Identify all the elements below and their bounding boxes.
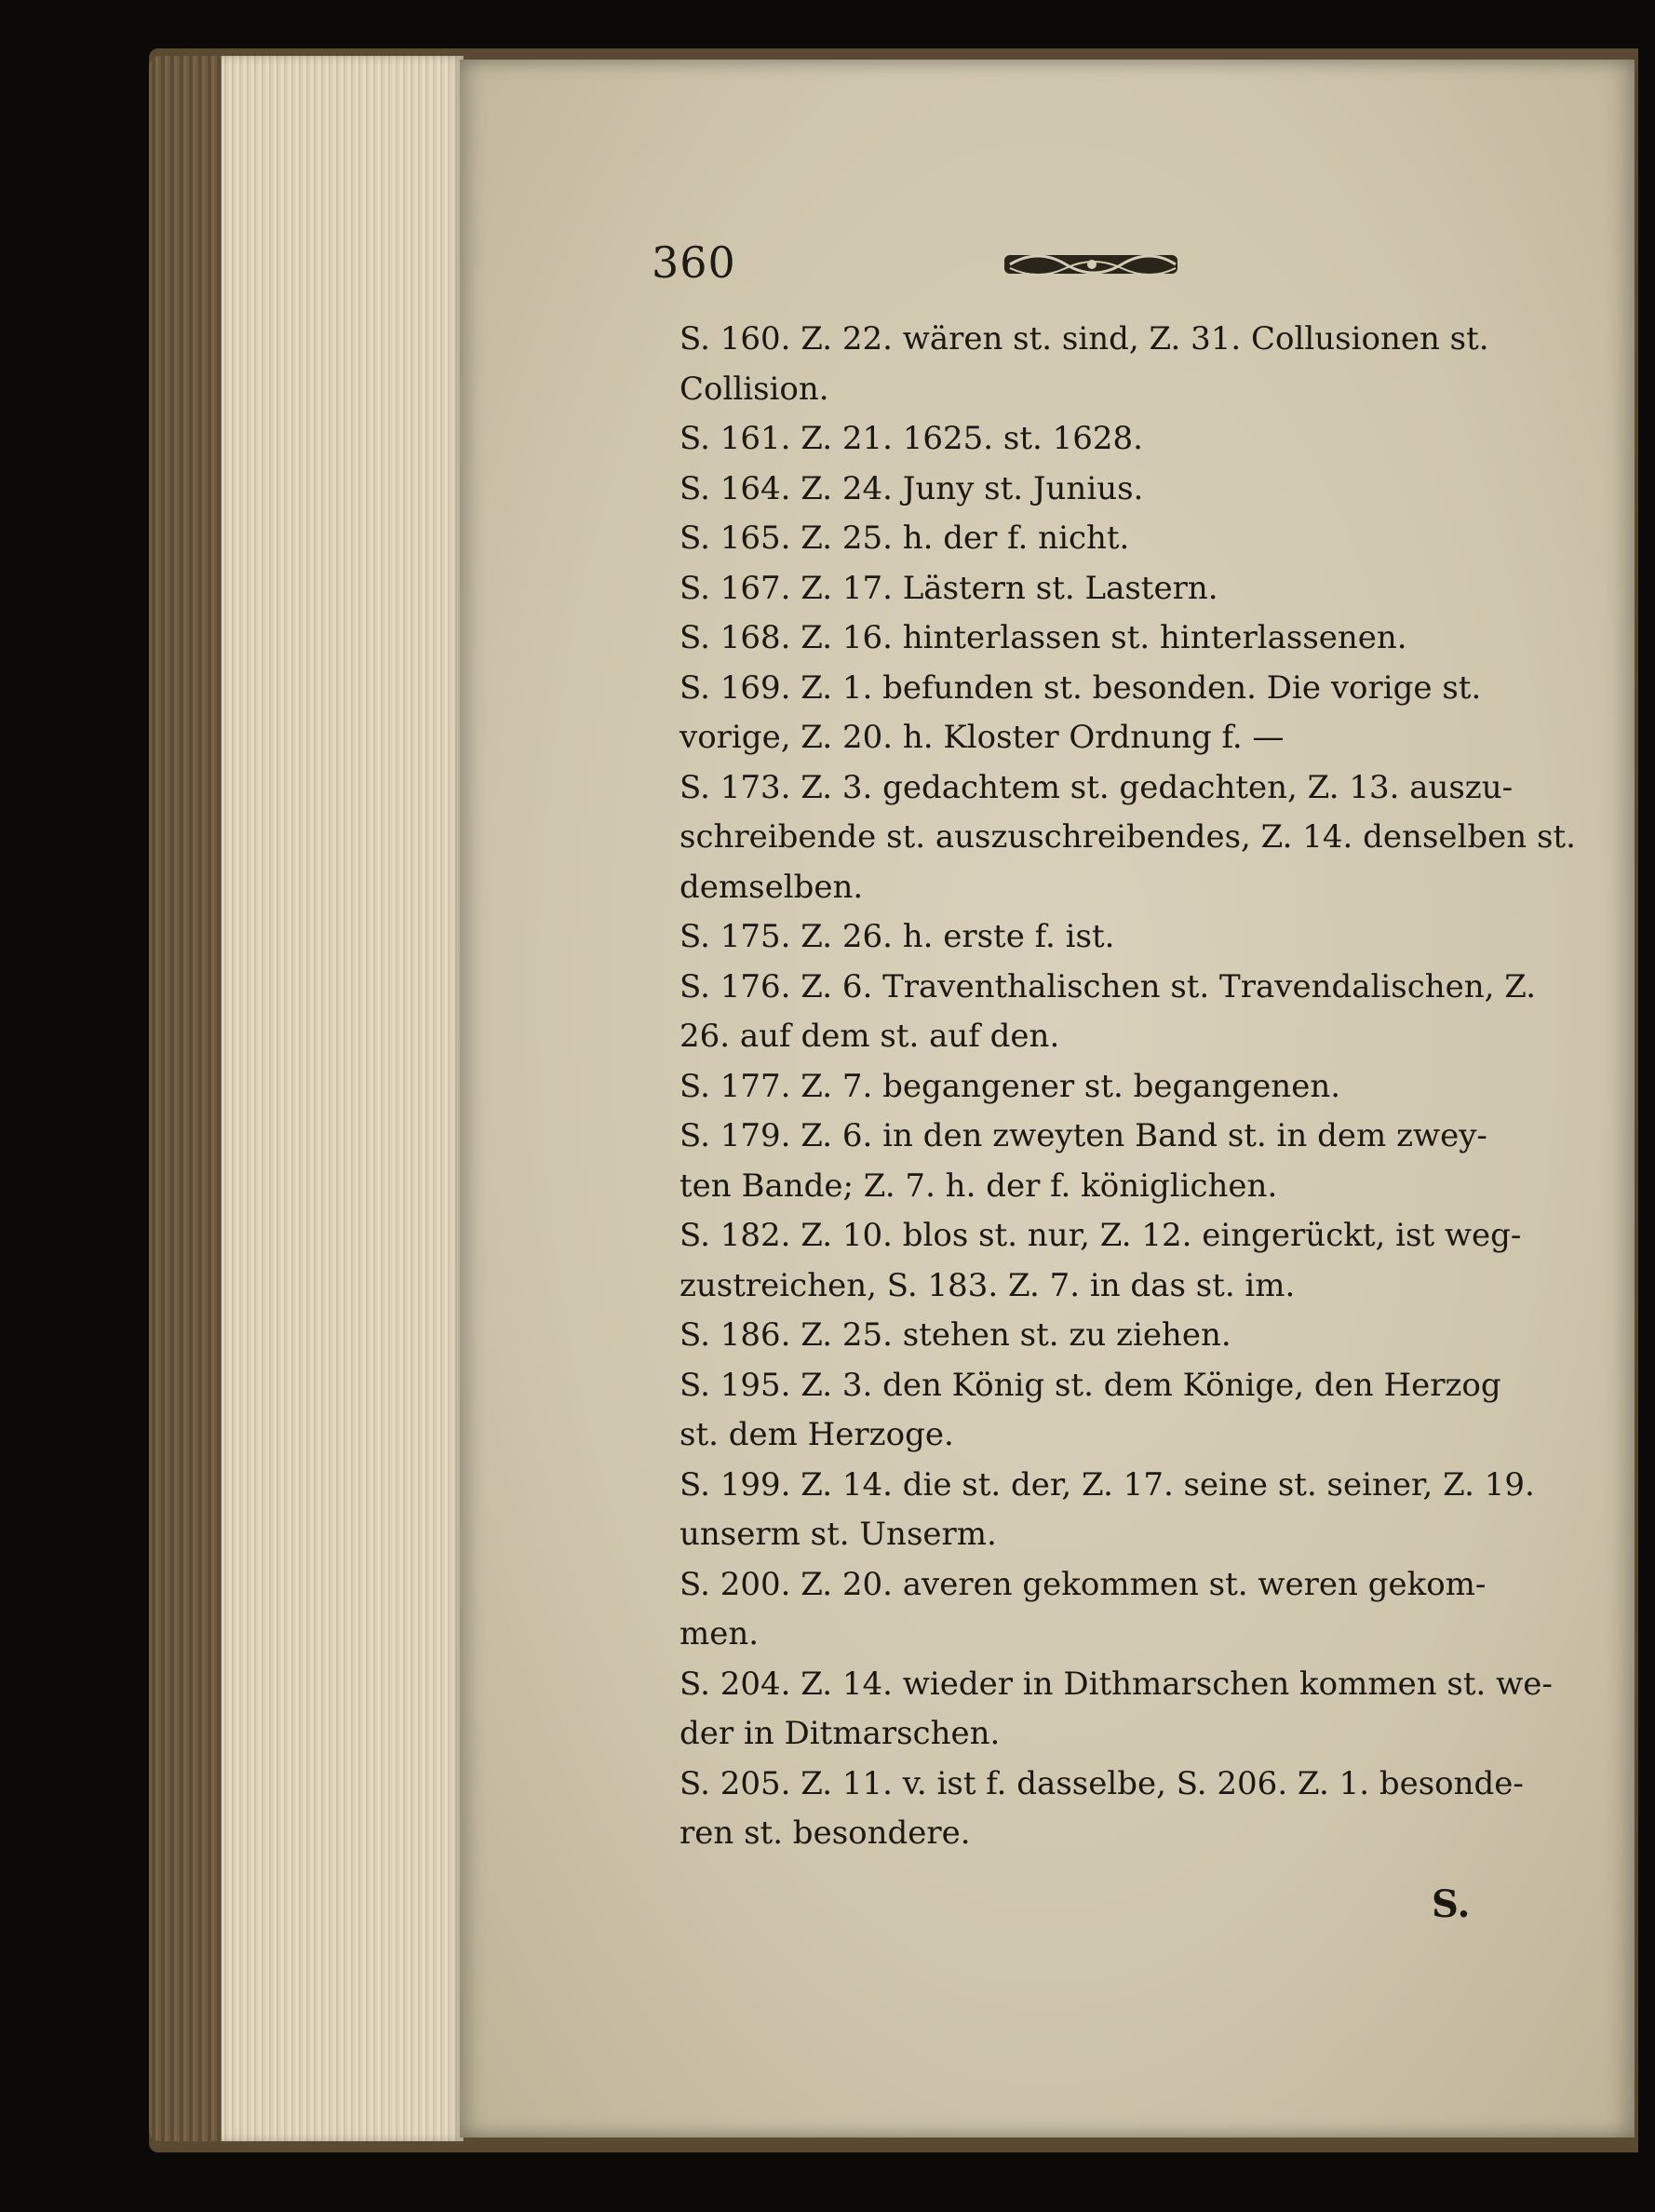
errata-line: S. 176. Z. 6. Traventhalischen st. Travendalischen, Z. <box>679 967 1537 1005</box>
errata-line: demselben. <box>679 868 864 906</box>
errata-line: S. 169. Z. 1. befunden st. besonden. Die vorige st. <box>679 668 1482 707</box>
errata-line: ten Bande; Z. 7. h. der f. königlichen. <box>679 1167 1278 1205</box>
errata-line: ren st. besondere. <box>679 1814 971 1852</box>
errata-line: S. 195. Z. 3. den König st. dem Könige, den Herzog <box>679 1366 1501 1404</box>
errata-line: vorige, Z. 20. h. Kloster Ordnung f. — <box>679 719 1285 756</box>
errata-line: S. 177. Z. 7. begangener st. begangenen. <box>679 1067 1341 1105</box>
errata-line: S. 179. Z. 6. in den zweyten Band st. in dem zwey- <box>679 1117 1487 1154</box>
errata-line: S. 173. Z. 3. gedachtem st. gedachten, Z. 13. auszu- <box>679 768 1514 806</box>
errata-line: S. 199. Z. 14. die st. der, Z. 17. seine st. seiner, Z. 19. <box>679 1465 1535 1504</box>
errata-list <box>679 315 1576 1859</box>
catchword: S. <box>1432 1882 1471 1926</box>
errata-line: S. 205. Z. 11. v. ist f. dasselbe, S. 206. Z. 1. besonde- <box>679 1764 1524 1802</box>
errata-line: S. 200. Z. 20. averen gekommen st. weren gekom- <box>679 1565 1487 1603</box>
errata-line: S. 167. Z. 17. Lästern st. Lastern. <box>679 569 1218 607</box>
errata-line: S. 186. Z. 25. stehen st. zu ziehen. <box>679 1316 1231 1354</box>
page-number: 360 <box>652 237 736 288</box>
page-edges <box>222 56 464 2141</box>
errata-line: Collision. <box>679 370 829 408</box>
errata-line: S. 204. Z. 14. wieder in Dithmarschen kommen st. we- <box>679 1665 1553 1703</box>
errata-line: S. 164. Z. 24. Juny st. Junius. <box>679 469 1144 507</box>
errata-line: S. 160. Z. 22. wären st. sind, Z. 31. Collusionen st. <box>679 320 1489 357</box>
errata-line: S. 175. Z. 26. h. erste f. ist. <box>679 918 1115 955</box>
errata-line: 26. auf dem st. auf den. <box>679 1018 1060 1055</box>
ornament-icon <box>1001 244 1182 285</box>
errata-line: schreibende st. auszuschreibendes, Z. 14. denselben st. <box>679 818 1576 856</box>
errata-line: der in Ditmarschen. <box>679 1715 1001 1752</box>
errata-line: S. 165. Z. 25. h. der f. nicht. <box>679 519 1130 557</box>
errata-line: st. dem Herzoge. <box>679 1416 954 1453</box>
errata-line: men. <box>679 1615 760 1652</box>
errata-line: S. 182. Z. 10. blos st. nur, Z. 12. eingerückt, ist weg- <box>679 1217 1522 1254</box>
errata-line: unserm st. Unserm. <box>679 1516 997 1553</box>
errata-line: zustreichen, S. 183. Z. 7. in das st. im. <box>679 1266 1296 1304</box>
errata-line: S. 161. Z. 21. 1625. st. 1628. <box>679 420 1143 457</box>
errata-line: S. 168. Z. 16. hinterlassen st. hinterlassenen. <box>679 619 1407 656</box>
book-spine-edge <box>149 56 233 2141</box>
